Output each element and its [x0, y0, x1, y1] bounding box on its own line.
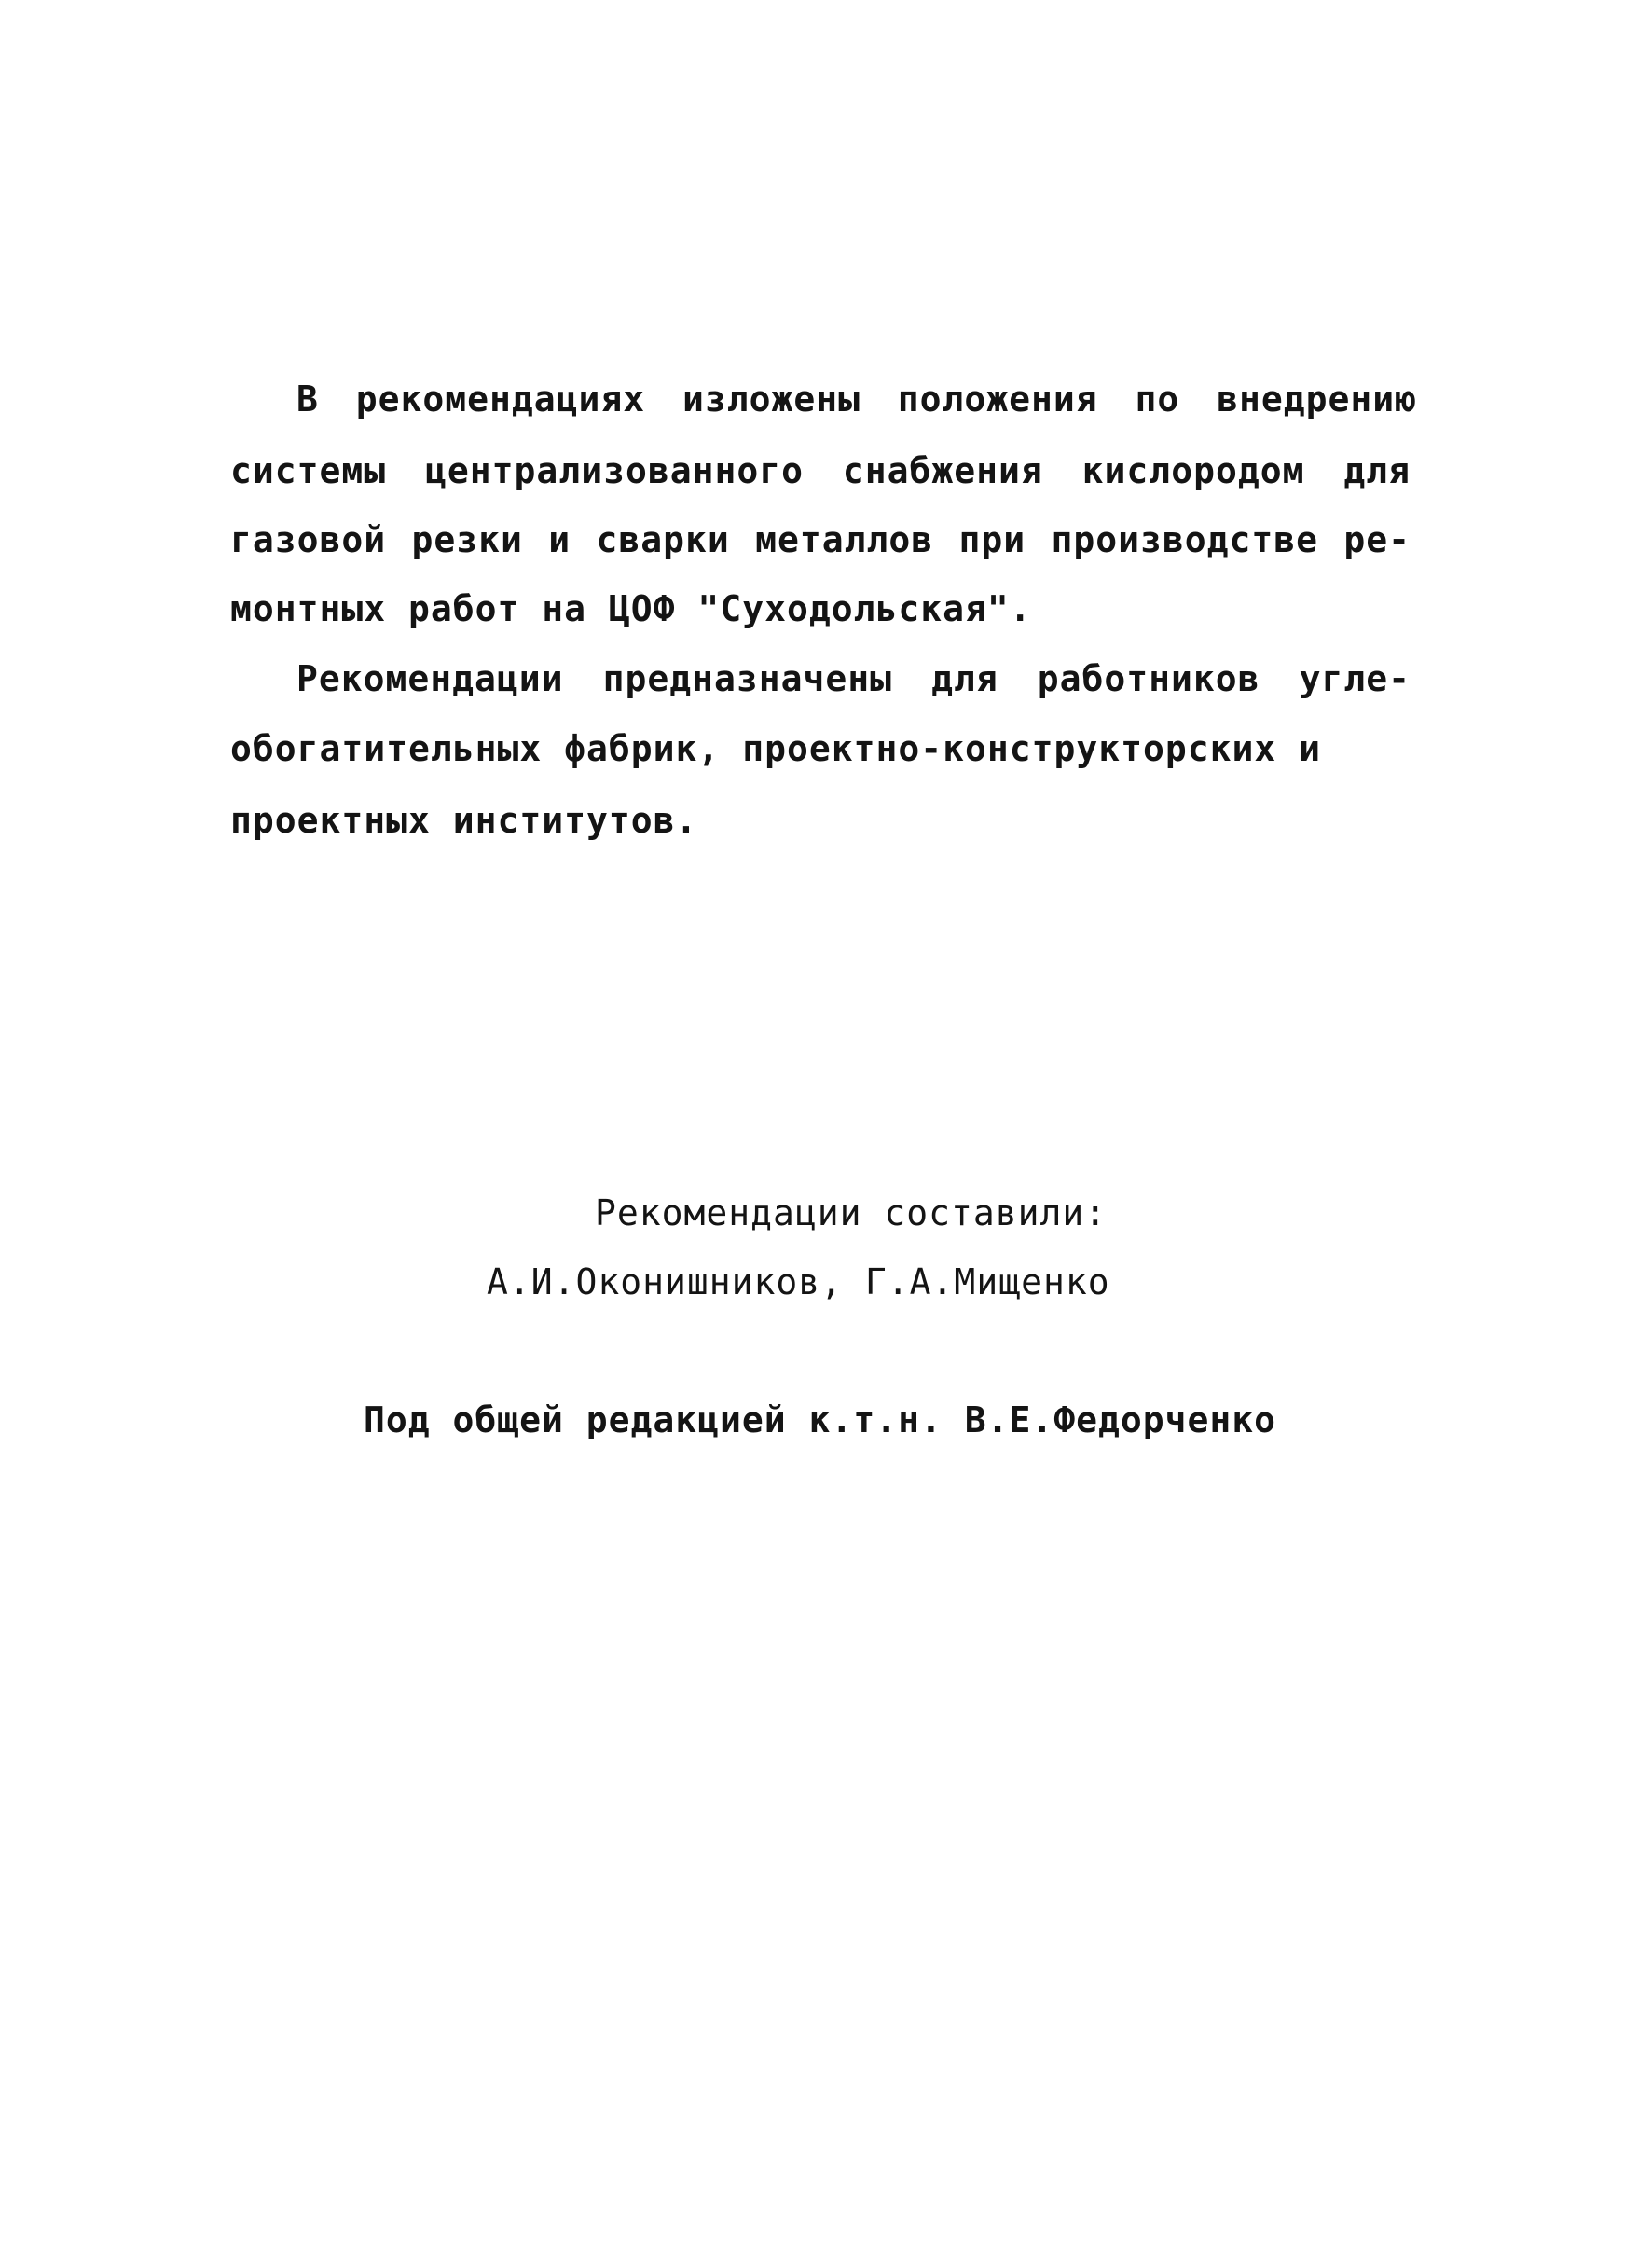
abstract-paragraph-1-line-3: газовой резки и сварки металлов при производстве ре- [230, 519, 1411, 560]
abstract-paragraph-1-line-2: системы централизованного снабжения кислородом для [230, 450, 1411, 491]
abstract-paragraph-2-line-2: обогатительных фабрик, проектно-конструкторских и [230, 728, 1322, 769]
abstract-paragraph-2-line-3: проектных институтов. [230, 800, 698, 841]
credits-editor: Под общей редакцией к.т.н. В.Е.Федорченко [364, 1399, 1276, 1440]
abstract-paragraph-1-line-1: В рекомендациях изложены положения по внедрению [296, 379, 1417, 420]
abstract-paragraph-2-line-1: Рекомендации предназначены для работников угле- [296, 658, 1411, 699]
credits-authors: А.И.Оконишников, Г.А.Мищенко [487, 1261, 1110, 1302]
abstract-paragraph-1-line-4: монтных работ на ЦОФ "Суходольская". [230, 588, 1032, 629]
credits-heading: Рекомендации составили: [595, 1192, 1108, 1233]
